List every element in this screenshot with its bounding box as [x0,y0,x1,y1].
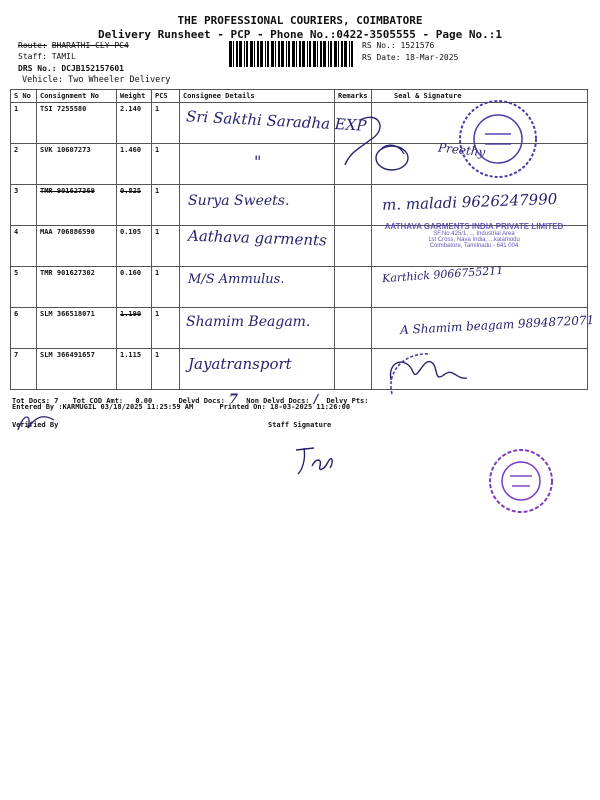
verifier-signature [14,410,60,438]
barcode-bar [341,41,343,67]
entered-by-line [12,403,350,411]
route-label: Route: [18,41,47,50]
weight-cell: 0.825 [117,185,152,226]
barcode-bar [323,41,326,67]
handwritten-consignee: Surya Sweets. [188,193,290,209]
pcs-cell: 1 [152,103,180,144]
pcs-cell: 1 [152,226,180,267]
weight-cell: 1.460 [117,144,152,185]
stamp-name: AATHAVA GARMENTS INDIA PRIVATE LIMITED [384,222,564,231]
column-header: Consignment No [37,90,117,103]
weight-cell: 1.115 [117,349,152,390]
staff-signature-label: Staff Signature [268,421,332,429]
vehicle-value: Two Wheeler Delivery [68,75,171,85]
barcode-bar [288,41,290,67]
consignment-cell: TMR 901627302 [37,267,117,308]
vehicle-line [22,75,170,85]
delvd-docs-value: 7 [229,392,239,407]
runsheet-subtitle: Delivery Runsheet - PCP - Phone No.:0422-3505555 - Page No.:1 [98,28,502,41]
entered-by: Entered By :KARMUGIL 03/18/2025 11:25:59 AM [12,403,194,411]
column-header: Remarks [335,90,372,103]
barcode-bar [317,41,318,67]
printed-on: Printed On: 18-03-2025 11:26:00 [219,403,351,411]
round-seal-icon [486,446,556,516]
sno-cell: 3 [11,185,37,226]
barcode-bar [278,41,280,67]
delvy-pts-label: Delvy Pts: [326,397,369,405]
handwritten-signature: Preethy [437,140,486,160]
drs-label: DRS No.: [18,64,57,73]
barcode-bar [344,41,347,67]
barcode-bar [233,41,234,67]
handwritten-signature [370,140,420,176]
rs-date-value: 18-Mar-2025 [405,53,459,62]
barcode-bar [260,41,263,67]
rs-no-line [362,41,434,50]
stamp-address: Coimbatore, Tamilnadu - 641 004 [429,243,519,249]
column-header: Consignee Details [180,90,335,103]
sno-cell: 1 [11,103,37,144]
barcode-bar [307,41,308,67]
handwritten-signature: m. maladi 9626247990 [381,189,558,215]
rs-no-value: 1521576 [400,41,435,50]
barcode-bar [328,41,329,67]
barcode-bar [299,41,301,67]
table-row [11,349,588,390]
drs-line [18,64,124,73]
sno-cell: 2 [11,144,37,185]
barcode-image [229,41,357,67]
column-header: S No [11,90,37,103]
barcode-bar [309,41,311,67]
barcode-bar [330,41,332,67]
staff-line [18,52,76,61]
remarks-cell [335,349,372,390]
page-title: THE PROFESSIONAL COURIERS, COIMBATORE [177,14,423,27]
delvd-docs-label: Delvd Docs: [178,397,225,405]
handwritten-consignee: M/S Ammulus. [188,272,285,287]
column-header: Seal & Signature [372,90,588,103]
barcode-bar [244,41,245,67]
barcode-bar [257,41,259,67]
column-header: PCS [152,90,180,103]
stamp-address: 1st Cross, Nava India, ...kalamodu [428,237,520,243]
staff-signature [290,440,340,480]
sno-cell: 7 [11,349,37,390]
staff-value: TAMIL [51,52,76,61]
remarks-cell [335,308,372,349]
consignment-cell: MAA 706886590 [37,226,117,267]
barcode-bar [229,41,232,67]
tot-cod-label: Tot COD Amt: [72,397,124,405]
weight-cell: 1.190 [117,308,152,349]
non-delvd-value: / [313,392,319,406]
sno-cell: 4 [11,226,37,267]
barcode-bar [320,41,322,67]
consignment-cell: TMR 901627369 [37,185,117,226]
barcode-bar [296,41,297,67]
rs-no-label: RS No.: [362,41,396,50]
pcs-cell: 1 [152,267,180,308]
barcode-bar [286,41,287,67]
staff-label: Staff: [18,52,47,61]
handwritten-consignee: Aathava garments [187,226,328,250]
pcs-cell: 1 [152,185,180,226]
route-value: BHARATHI CLY PC4 [51,41,129,50]
round-seal-icon [455,96,541,182]
remarks-cell [335,226,372,267]
barcode-bar [302,41,305,67]
handwritten-consignee: Shamim Beagam. [186,314,311,330]
pcs-cell: 1 [152,308,180,349]
consignment-cell: SLM 366518071 [37,308,117,349]
barcode-bar [313,41,316,67]
tot-cod-amount: 0.00 [135,397,153,405]
sno-cell: 5 [11,267,37,308]
handwritten-signature: Karthick 9066755211 [381,263,504,286]
handwritten-consignee: Sri Sakthi Saradha EXP [185,107,367,135]
barcode-bar [351,41,353,67]
sno-cell: 6 [11,308,37,349]
non-delvd-label: Non Delvd Docs: [246,397,310,405]
barcode-bar [246,41,248,67]
pcs-cell: 1 [152,144,180,185]
barcode-bar [250,41,253,67]
barcode-bar [292,41,295,67]
column-header: Weight [117,90,152,103]
remarks-cell [335,185,372,226]
barcode-bar [265,41,266,67]
barcode-bar [267,41,269,67]
pcs-cell: 1 [152,349,180,390]
barcode-bar [239,41,242,67]
consignment-cell: SLM 366491657 [37,349,117,390]
barcode-bar [349,41,350,67]
handwritten-consignee: Jayatransport [188,355,292,373]
barcode-bar [271,41,274,67]
stamp-address: SF.No.425/1, ... Industrial Area [433,231,515,237]
route-line [18,41,129,50]
weight-cell: 0.160 [117,267,152,308]
weight-cell: 2.140 [117,103,152,144]
partial-seal-icon [386,350,466,400]
barcode-bar [275,41,276,67]
barcode-bar [236,41,238,67]
company-stamp [374,222,574,249]
weight-cell: 0.105 [117,226,152,267]
barcode-bar [281,41,284,67]
barcode-bar [334,41,337,67]
barcode-bar [254,41,255,67]
tot-docs: Tot Docs: 7 [12,397,59,405]
rs-date-label: RS Date: [362,53,401,62]
consignment-cell: SVK 10607273 [37,144,117,185]
vehicle-label: Vehicle: [22,75,63,85]
remarks-cell [335,267,372,308]
handwritten-signature: A Shamim beagam 9894872071 [399,312,595,338]
consignment-cell: TSI 7255580 [37,103,117,144]
barcode-bar [338,41,339,67]
rs-date-line [362,53,458,62]
verified-by-label: Verified By [12,421,59,429]
drs-value: DCJB152157601 [61,64,124,73]
handwritten-consignee: " [254,152,262,171]
